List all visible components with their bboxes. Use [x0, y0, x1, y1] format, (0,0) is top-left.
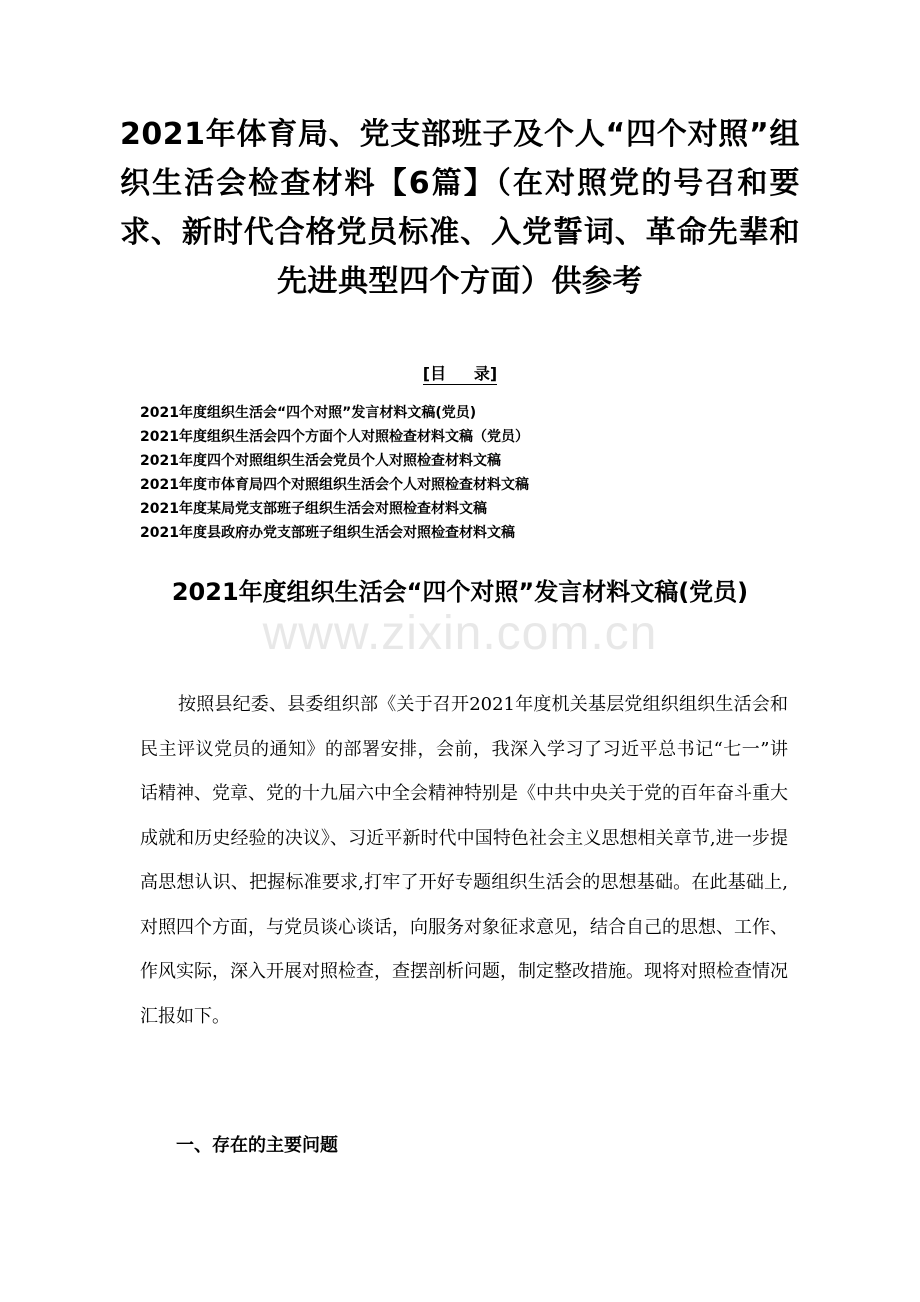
watermark: www.zixin.com.cn: [262, 607, 658, 660]
subsection-heading: 一、存在的主要问题: [176, 1135, 338, 1156]
toc-heading-text: [目 录]: [422, 364, 498, 383]
toc-heading: [0, 364, 920, 384]
toc-item[interactable]: 2021年度某局党支部班子组织生活会对照检查材料文稿: [140, 501, 487, 517]
body-paragraph: 按照县纪委、县委组织部《关于召开2021年度机关基层党组织组织生活会和民主评议党员的通知》的部署安排，会前，我深入学习了习近平总书记“七一”讲话精神、党章、党的十九届六中全会精神特别是《中共中央关于党的百年奋斗重大成就和历史经验的决议》、习近平新时代中国特色社会主义思想相关章节,进一步提高思想认识、把握标准要求,打牢了开好专题组织生活会的思想基础。在此基础上,对照四个方面，与党员谈心谈话，向服务对象征求意见，结合自己的思想、工作、作风实际，深入开展对照检查，查摆剖析问题，制定整改措施。现将对照检查情况汇报如下。: [140, 694, 788, 1027]
toc-item[interactable]: 2021年度组织生活会四个方面个人对照检查材料文稿（党员）: [140, 429, 529, 445]
toc-item[interactable]: 2021年度四个对照组织生活会党员个人对照检查材料文稿: [140, 453, 501, 469]
section-title: 2021年度组织生活会“四个对照”发言材料文稿(党员): [171, 578, 749, 606]
document-title: 2021年体育局、党支部班子及个人“四个对照”组织生活会检查材料【6篇】（在对照党的号召和要求、新时代合格党员标准、入党誓词、革命先辈和先进典型四个方面）供参考: [120, 117, 800, 299]
toc-item[interactable]: 2021年度县政府办党支部班子组织生活会对照检查材料文稿: [140, 525, 515, 541]
table-of-contents: [140, 401, 800, 545]
toc-item[interactable]: 2021年度组织生活会“四个对照”发言材料文稿(党员): [140, 405, 477, 421]
toc-item[interactable]: 2021年度市体育局四个对照组织生活会个人对照检查材料文稿: [140, 477, 529, 493]
